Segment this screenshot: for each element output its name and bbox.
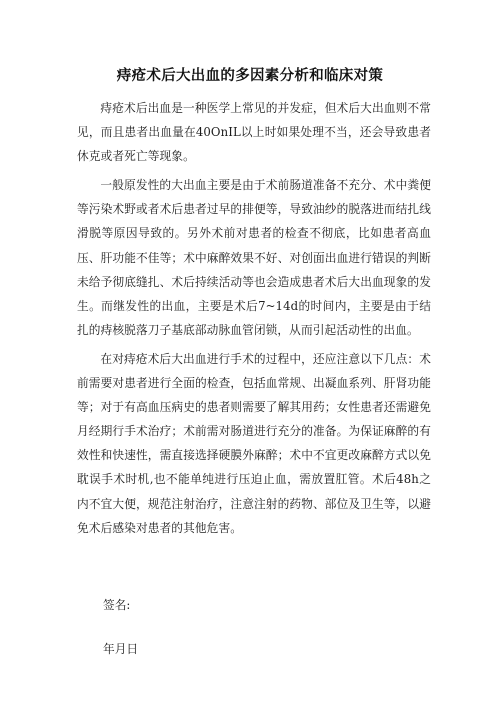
date-label: 年月日 [103,642,139,656]
document-body [77,96,431,545]
document-title: 痔疮术后大出血的多因素分析和临床对策 [116,68,384,84]
paragraph: 一般原发性的大出血主要是由于术前肠道准备不充分、术中粪便等污染术野或者术后患者过早的排便等，导致油纱的脱落进而结扎线滑脱等原因导致的。另外术前对患者的检查不彻底，比如患者高血压、肝功能不佳等；术中麻醉效果不好、对创面出血进行错误的判断未给予彻底缝扎、术后持续活动等也会造成患者术后大出血现象的发生。而继发性的出血，主要是术后7~14d的时间内，主要是由于结扎的痔核脱落刀子基底部动脉血管闭锁，从而引起活动性的出血。 [77,178,431,337]
signature-label: 签名: [103,598,131,612]
paragraph: 在对痔疮术后大出血进行手术的过程中，还应注意以下几点：术前需要对患者进行全面的检查，包括血常规、出凝血系列、肝肾功能等；对于有高血压病史的患者则需要了解其用药；女性患者还需避免月经期行手术治疗；术前需对肠道进行充分的准备。为保证麻醉的有效性和快速性，需直接选择硬膜外麻醉；术中不宜更改麻醉方式以免耽误手术时机,也不能单纯进行压迫止血，需放置肛管。术后48h之内不宜大便，规范注射治疗，注意注射的药物、部位及卫生等，以避免术后感染对患者的其他危害。 [77,351,431,535]
paragraph: 痔疮术后出血是一种医学上常见的并发症，但术后大出血则不常见，而且患者出血量在40OnIL以上时如果处理不当，还会导致患者休克或者死亡等现象。 [77,101,431,164]
